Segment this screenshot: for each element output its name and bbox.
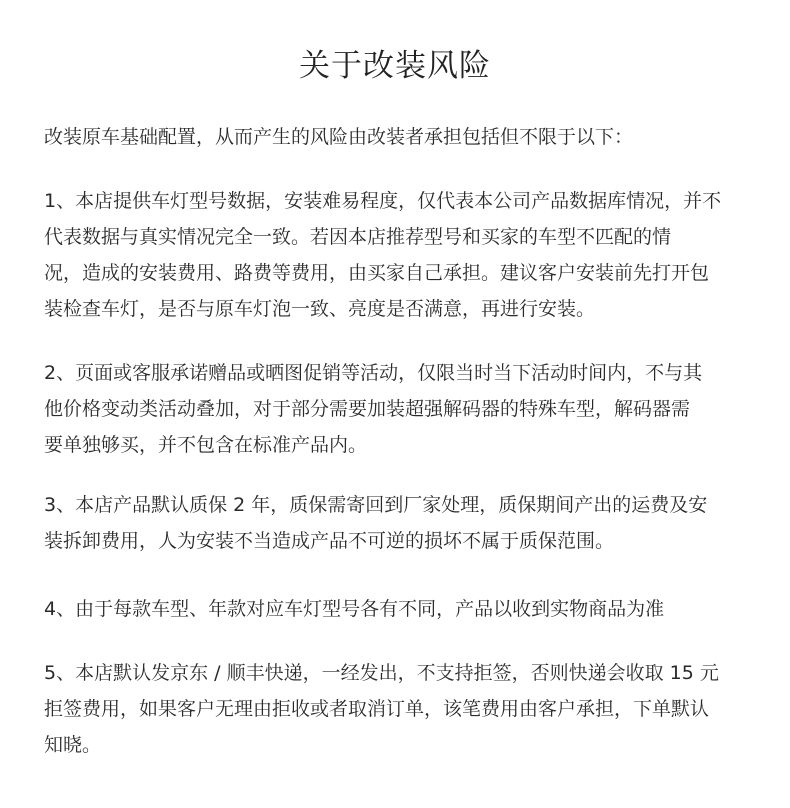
clause-line: 2、页面或客服承诺赠品或晒图促销等活动，仅限当时当下活动时间内，不与其 [44,362,703,384]
clause-5 [44,655,756,763]
clause-line: 代表数据与真实情况完全一致。若因本店推荐型号和买家的车型不匹配的情 [44,226,672,248]
page-title: 关于改装风险 [299,48,491,84]
clause-line: 要单独够买，并不包含在标准产品内。 [44,434,368,456]
clause-line: 装检查车灯，是否与原车灯泡一致、亮度是否满意，再进行安装。 [44,298,596,320]
clause-2 [44,355,756,463]
clause-1 [44,183,756,327]
clause-line: 况，造成的安装费用、路费等费用，由买家自己承担。建议客户安装前先打开包 [44,262,710,284]
clause-line: 他价格变动类活动叠加，对于部分需要加装超强解码器的特殊车型，解码器需 [44,398,691,420]
clause-line: 1、本店提供车灯型号数据，安装难易程度，仅代表本公司产品数据库情况，并不 [44,190,722,212]
clause-line: 3、本店产品默认质保 2 年，质保需寄回到厂家处理，质保期间产出的运费及安 [44,494,708,516]
clause-line: 4、由于每款车型、年款对应车灯型号各有不同，产品以收到实物商品为准 [44,598,665,620]
clause-4 [44,591,756,627]
clause-3 [44,487,756,559]
clause-line: 5、本店默认发京东 / 顺丰快递，一经发出，不支持拒签，否则快递会收取 15 元 [44,662,719,684]
clause-line: 拒签费用，如果客户无理由拒收或者取消订单，该笔费用由客户承担，下单默认 [44,698,710,720]
clause-line: 知晓。 [44,734,102,756]
clause-line: 装拆卸费用，人为安装不当造成产品不可逆的损坏不属于质保范围。 [44,530,615,552]
intro-text: 改装原车基础配置，从而产生的风险由改装者承担包括但不限于以下： [44,126,634,148]
